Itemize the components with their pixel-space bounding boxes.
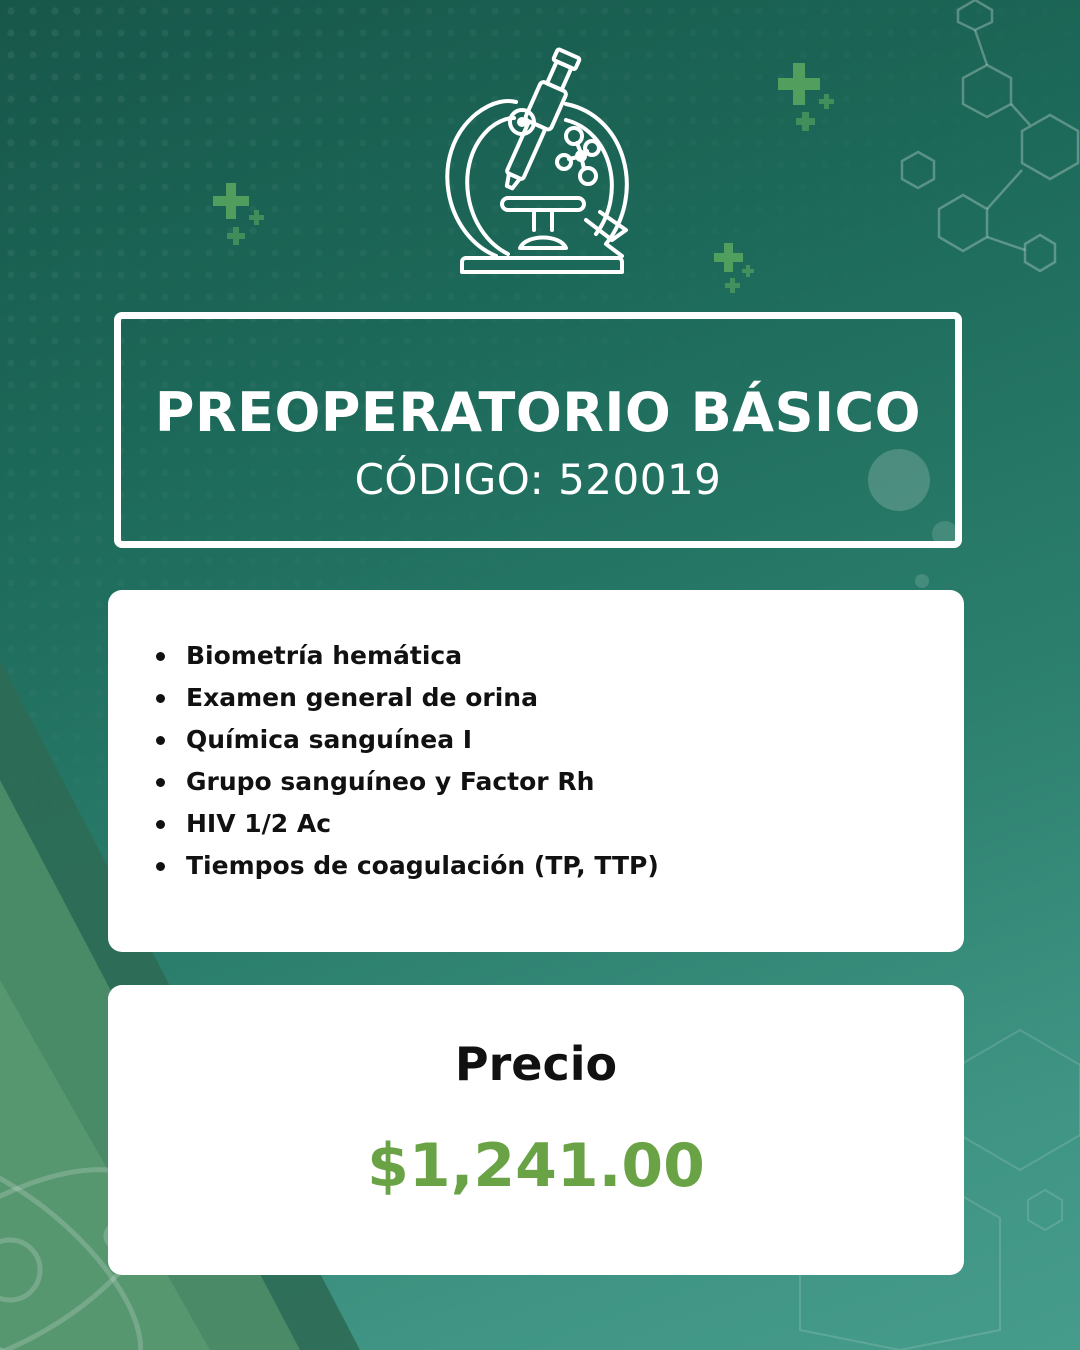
product-code: CÓDIGO: 520019 <box>354 455 722 504</box>
test-name: Grupo sanguíneo y Factor Rh <box>186 767 595 796</box>
list-item <box>156 724 659 766</box>
bullet-icon <box>156 820 165 829</box>
price-card <box>108 985 964 1275</box>
list-item <box>156 850 659 892</box>
bullet-icon <box>156 778 165 787</box>
bullet-icon <box>156 736 165 745</box>
price-value: $1,241.00 <box>367 1131 705 1201</box>
title-box <box>114 312 962 548</box>
list-item <box>156 808 659 850</box>
price-label: Precio <box>454 1037 618 1091</box>
tests-list <box>156 640 659 892</box>
microscope-icon <box>436 44 646 280</box>
bullet-icon <box>156 694 165 703</box>
list-item <box>156 766 659 808</box>
list-item <box>156 640 659 682</box>
bullet-icon <box>156 652 165 661</box>
test-name: Biometría hemática <box>186 641 463 670</box>
test-name: HIV 1/2 Ac <box>186 809 332 838</box>
deco-circle-small <box>915 574 929 588</box>
bullet-icon <box>156 862 165 871</box>
test-name: Examen general de orina <box>186 683 538 712</box>
page-title: PREOPERATORIO BÁSICO <box>154 381 922 444</box>
list-item <box>156 682 659 724</box>
test-name: Química sanguínea I <box>186 725 473 754</box>
tests-card <box>108 590 964 952</box>
test-name: Tiempos de coagulación (TP, TTP) <box>186 851 659 880</box>
